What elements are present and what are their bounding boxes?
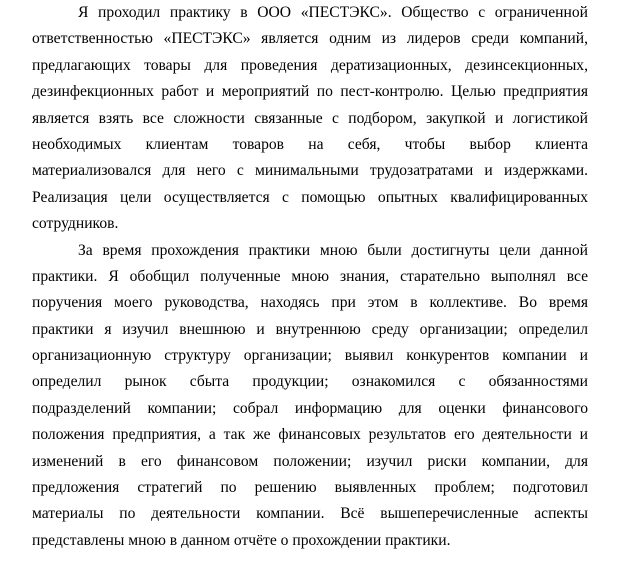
text-line: практики. Я обобщил полученные мною знания, старательно выполнял все [32,267,588,285]
text-line: положения предприятия, а так же финансовых результатов его деятельности и [32,426,588,444]
text-line: поручения моего руководства, находясь при этом в коллективе. Во время [32,294,588,312]
text-line: Реализация цели осуществляется с помощью опытных квалифицированных [32,188,588,206]
text-line: материалы по деятельности компании. Всё вышеперечисленные аспекты [32,505,588,523]
text-line: подразделений компании; собрал информацию для оценки финансового [32,399,588,417]
text-line: предложения стратегий по решению выявленных проблем; подготовил [32,479,588,497]
text-line: организационную структуру организации; выявил конкурентов компании и [32,347,588,365]
text-line: является взять все сложности связанные с подбором, закупкой и логистикой [32,109,588,127]
text-line: предлагающих товары для проведения дератизационных, дезинсекционных, [32,56,588,74]
text-line: представлены мною в данном отчёте о прохождении практики. [32,531,451,549]
text-line: изменений в его финансовом положении; изучил риски компании, для [32,452,588,470]
text-line: сотрудников. [32,215,119,233]
paragraph-2 [32,238,588,555]
text-line: ответственностью «ПЕСТЭКС» является одним из лидеров среди компаний, [32,30,588,48]
text-line: определил рынок сбыта продукции; ознакомился с обязанностями [32,373,588,391]
text-line: материализовался для него с минимальными трудозатратами и издержками. [32,162,588,180]
text-line: дезинфекционных работ и мероприятий по пест-контролю. Целью предприятия [32,83,588,101]
text-line: За время прохождения практики мною были достигнуты цели данной [78,241,588,259]
text-line: необходимых клиентам товаров на себя, чтобы выбор клиента [32,135,588,153]
text-line: Я проходил практику в ООО «ПЕСТЭКС». Общество с ограниченной [78,4,588,21]
document-page [32,0,588,554]
text-line: практики я изучил внешнюю и внутреннюю среду организации; определил [32,320,588,338]
paragraph-1 [32,0,588,238]
